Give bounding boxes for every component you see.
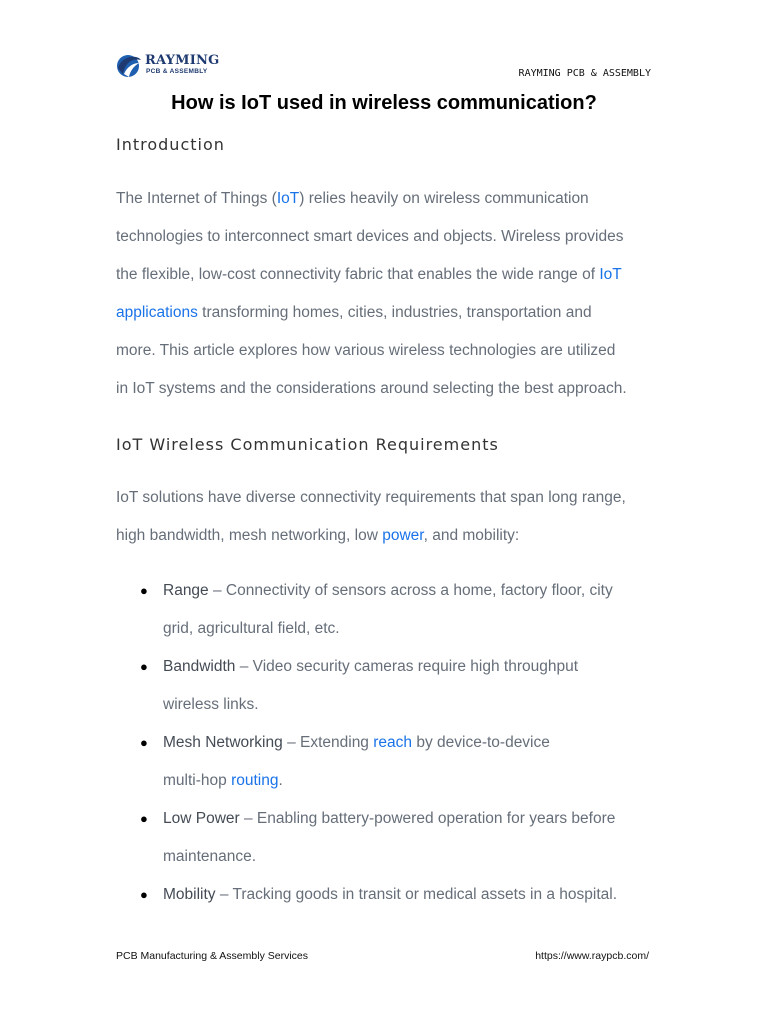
- intro-line: [116, 256, 661, 294]
- text: ) relies heavily on wireless communication: [299, 190, 589, 207]
- text: maintenance.: [163, 848, 257, 865]
- text: – Tracking goods in transit or medical assets in a hospital.: [219, 886, 618, 903]
- iot-applications-link[interactable]: applications: [116, 304, 198, 321]
- text: wireless links.: [163, 696, 259, 713]
- power-link[interactable]: power: [382, 527, 424, 544]
- bullet-icon: ●: [140, 887, 148, 902]
- list-item-low-power: [116, 800, 661, 876]
- bullet-icon: ●: [140, 583, 148, 598]
- bullet-icon: ●: [140, 811, 148, 826]
- footer-services: PCB Manufacturing & Assembly Services: [116, 950, 308, 962]
- text: technologies to interconnect smart devices and objects. Wireless provides: [116, 228, 624, 245]
- intro-line: [116, 180, 661, 218]
- requirements-line: [116, 479, 661, 517]
- intro-line: [116, 294, 661, 332]
- list-line: [163, 838, 661, 876]
- bullet-icon: ●: [140, 735, 148, 750]
- intro-line: [116, 218, 661, 256]
- text: more. This article explores how various wireless technologies are utilized: [116, 342, 616, 359]
- list-line: [163, 724, 661, 762]
- requirements-list: [116, 572, 661, 914]
- heading-introduction: Introduction: [116, 135, 225, 154]
- list-line: [163, 800, 661, 838]
- list-item-mesh-networking: [116, 724, 661, 800]
- list-line: [163, 572, 661, 610]
- text: transforming homes, cities, industries, transportation and: [197, 304, 592, 321]
- text: The Internet of Things (: [116, 190, 277, 207]
- text: – Extending: [287, 734, 374, 751]
- text: grid, agricultural field, etc.: [163, 620, 340, 637]
- intro-paragraph: [116, 180, 661, 408]
- heading-requirements: IoT Wireless Communication Requirements: [116, 435, 499, 454]
- list-line: [163, 876, 661, 914]
- list-item-bandwidth: [116, 648, 661, 724]
- text: .: [278, 772, 283, 789]
- list-line: [163, 648, 661, 686]
- list-line: [163, 686, 661, 724]
- text: high bandwidth, mesh networking, low: [116, 527, 383, 544]
- text: – Connectivity of sensors across a home, factory floor, city: [213, 582, 613, 599]
- text: – Video security cameras require high throughput: [239, 658, 579, 675]
- iot-applications-link[interactable]: IoT: [599, 266, 622, 283]
- bullet-term: Mesh Networking: [163, 734, 283, 751]
- text: – Enabling battery-powered operation for years before: [244, 810, 616, 827]
- requirements-paragraph: [116, 479, 661, 555]
- text: , and mobility:: [423, 527, 520, 544]
- text: the flexible, low-cost connectivity fabric that enables the wide range of: [116, 266, 600, 283]
- requirements-line: [116, 517, 661, 555]
- list-item-range: [116, 572, 661, 648]
- page-title: How is IoT used in wireless communication?: [171, 92, 597, 114]
- list-item-mobility: [116, 876, 661, 914]
- logo-subtitle: PCB & ASSEMBLY: [146, 68, 208, 75]
- iot-link[interactable]: IoT: [276, 190, 300, 207]
- text: in IoT systems and the considerations around selecting the best approach.: [116, 380, 627, 397]
- bullet-icon: ●: [140, 659, 148, 674]
- text: multi-hop: [163, 772, 232, 789]
- logo-swirl-icon: [115, 50, 143, 80]
- list-line: [163, 610, 661, 648]
- bullet-term: Range: [163, 582, 209, 599]
- header-company-name: RAYMING PCB & ASSEMBLY: [518, 68, 651, 79]
- routing-link[interactable]: routing: [231, 772, 279, 789]
- intro-line: [116, 332, 661, 370]
- text: by device-to-device: [412, 734, 550, 751]
- footer-url-link[interactable]: https://www.raypcb.com/: [535, 950, 649, 962]
- list-line: [163, 762, 661, 800]
- rayming-logo: [115, 50, 225, 82]
- intro-line: [116, 370, 661, 408]
- text: IoT solutions have diverse connectivity requirements that span long range,: [116, 489, 626, 506]
- logo-brand: RAYMING: [145, 53, 220, 68]
- bullet-term: Low Power: [163, 810, 240, 827]
- bullet-term: Bandwidth: [163, 658, 236, 675]
- bullet-term: Mobility: [163, 886, 216, 903]
- reach-link[interactable]: reach: [373, 734, 413, 751]
